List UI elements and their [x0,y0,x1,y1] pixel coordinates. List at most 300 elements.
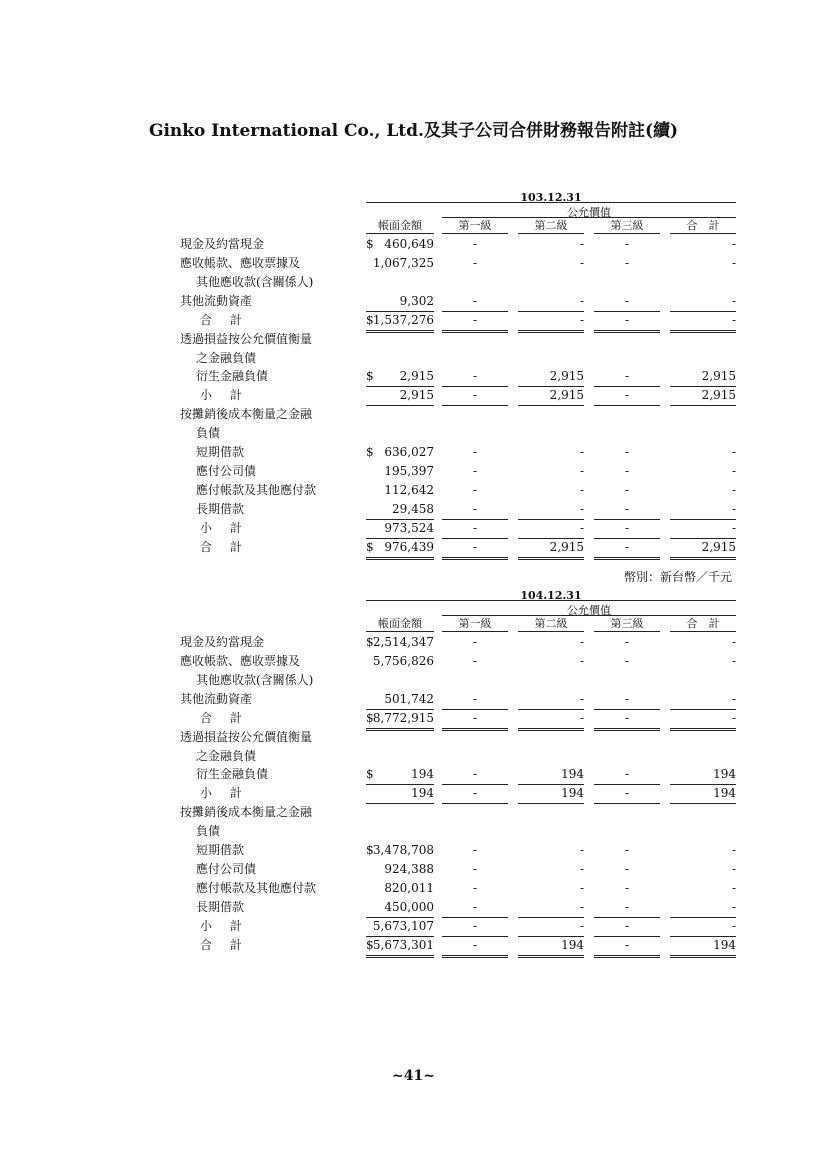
row-label: 之金融負債 [196,351,257,365]
level1-value: - [472,237,478,251]
level3-cell [594,860,660,879]
carrying-amount-value: 194 [411,767,434,781]
level2-cell [518,860,584,879]
fair-value-label: 公允價值 [567,604,611,617]
total-value: 194 [713,938,736,952]
total-cell [670,917,736,937]
level2-cell [518,519,584,539]
table-date-header [180,188,740,203]
table-row [180,690,740,709]
level1-cell [442,841,508,860]
total-cell [670,254,736,273]
carrying-amount-cell [366,765,434,785]
row-label: 應收帳款、應收票據及 [180,256,301,270]
level3-cell [594,367,660,387]
carrying-amount-cell [366,898,434,918]
level2-cell [518,386,584,406]
table-row [180,728,740,747]
total-value: - [731,483,736,497]
row-label: 衍生金融負債 [196,767,269,781]
row-label: 應付公司債 [196,862,257,876]
fair-value-label: 公允價值 [567,206,611,219]
level2-value: 2,915 [549,540,584,554]
row-label: 應付帳款及其他應付款 [196,483,317,497]
table-row [180,803,740,822]
dollar-sign: $ [366,540,374,554]
level3-value: - [624,635,630,649]
row-label: 應收帳款、應收票據及 [180,654,301,668]
level1-cell [442,784,508,804]
level3-cell [594,481,660,500]
carrying-amount-value: 3,478,708 [372,843,434,857]
level3-value: - [624,483,630,497]
total-value: - [731,711,736,725]
row-label: 合計 [200,938,261,952]
level1-cell [442,462,508,481]
page-title: Ginko International Co., Ltd.及其子公司合併財務報告附註(續) [148,121,679,141]
table-date-header [180,586,740,601]
row-label: 合計 [200,313,261,327]
row-label: 其他應收款(含關係人) [196,673,314,687]
carrying-amount-cell [366,936,434,958]
level3-cell [594,292,660,312]
level1-cell [442,860,508,879]
row-label: 小計 [200,388,261,402]
row-label: 長期借款 [196,502,245,516]
total-value: - [731,256,736,270]
carrying-amount-value: 29,458 [392,502,434,516]
level3-cell [594,765,660,785]
total-cell [670,860,736,879]
row-label: 透過損益按公允價值衡量 [180,332,313,346]
level1-cell [442,879,508,898]
level3-value: - [624,654,630,668]
col-level1-header: 第一級 [442,219,508,234]
level3-value: - [624,464,630,478]
level2-value: - [579,881,584,895]
level3-cell [594,898,660,918]
total-value: - [731,881,736,895]
level2-value: 194 [561,767,584,781]
table-row [180,841,740,860]
level2-cell [518,784,584,804]
table-row [180,405,740,424]
total-cell [670,538,736,560]
dollar-sign: $ [366,313,374,327]
level1-cell [442,519,508,539]
total-value: - [731,692,736,706]
total-value: 2,915 [701,369,736,383]
level1-cell [442,936,508,958]
level2-cell [518,633,584,652]
level1-value: - [472,881,478,895]
level1-value: - [472,919,478,933]
total-cell [670,633,736,652]
level2-value: - [579,843,584,857]
total-cell [670,443,736,462]
level2-cell [518,235,584,254]
table-row [180,917,740,936]
col-level2-header: 第二級 [518,617,584,632]
carrying-amount-value: 973,524 [384,521,434,535]
total-cell [670,519,736,539]
total-cell [670,936,736,958]
table-row [180,443,740,462]
level1-value: - [472,900,478,914]
table-row [180,784,740,803]
total-cell [670,841,736,860]
level1-cell [442,235,508,254]
carrying-amount-value: 2,915 [399,388,434,402]
total-cell [670,235,736,254]
level1-value: - [472,692,478,706]
level3-value: - [624,369,630,383]
carrying-amount-cell [366,443,434,462]
level1-value: - [472,464,478,478]
col-total-header: 合 計 [670,617,736,632]
level1-value: - [472,388,478,402]
carrying-amount-value: 5,756,826 [372,654,434,668]
level2-cell [518,936,584,958]
table-row [180,519,740,538]
row-label: 透過損益按公允價值衡量 [180,730,313,744]
table-row [180,481,740,500]
level3-cell [594,841,660,860]
level3-value: - [624,388,630,402]
total-value: - [731,654,736,668]
level3-value: - [624,900,630,914]
level3-cell [594,443,660,462]
level2-cell [518,481,584,500]
total-value: 194 [713,786,736,800]
level1-value: - [472,938,478,952]
table-row [180,500,740,519]
level1-value: - [472,711,478,725]
carrying-amount-cell [366,367,434,387]
table-row [180,367,740,386]
currency-unit-note: 幣別：新台幣／千元 [623,570,732,584]
level1-cell [442,652,508,671]
level2-cell [518,500,584,520]
level2-cell [518,917,584,937]
total-value: 194 [713,767,736,781]
col-carrying-amount-header: 帳面金額 [366,219,434,234]
dollar-sign: $ [366,369,374,383]
level3-cell [594,690,660,710]
carrying-amount-cell [366,500,434,520]
level2-value: 194 [561,786,584,800]
row-label: 短期借款 [196,843,245,857]
level2-cell [518,652,584,671]
level1-value: - [472,767,478,781]
level3-value: - [624,692,630,706]
level3-cell [594,235,660,254]
carrying-amount-value: 2,514,347 [372,635,434,649]
level3-value: - [624,862,630,876]
table-row [180,860,740,879]
level2-value: - [579,635,584,649]
total-cell [670,898,736,918]
level3-cell [594,879,660,898]
level2-value: - [579,237,584,251]
table-row [180,462,740,481]
total-cell [670,462,736,481]
table-row [180,349,740,367]
level1-value: - [472,445,478,459]
row-label: 短期借款 [196,445,245,459]
total-value: - [731,919,736,933]
table-row [180,235,740,254]
row-label: 小計 [200,786,261,800]
level3-cell [594,652,660,671]
level1-value: - [472,843,478,857]
total-value: - [731,464,736,478]
row-label: 現金及約當現金 [180,635,265,649]
row-label: 其他流動資產 [180,294,253,308]
carrying-amount-value: 5,673,107 [372,919,434,933]
level2-cell [518,765,584,785]
fair-value-header [180,601,740,616]
carrying-amount-cell [366,784,434,804]
total-value: - [731,502,736,516]
level2-cell [518,879,584,898]
level1-value: - [472,654,478,668]
carrying-amount-value: 460,649 [384,237,434,251]
col-level3-header: 第三級 [594,219,660,234]
carrying-amount-value: 450,000 [384,900,434,914]
carrying-amount-cell [366,235,434,254]
fair-value-table-104 [180,586,740,955]
table-row [180,898,740,917]
carrying-amount-cell [366,841,434,860]
row-label: 負債 [196,824,221,838]
level2-value: - [579,294,584,308]
carrying-amount-cell [366,254,434,273]
carrying-amount-value: 2,915 [399,369,434,383]
level1-value: - [472,294,478,308]
dollar-sign: $ [366,938,374,952]
level2-value: - [579,654,584,668]
row-label: 按攤銷後成本衡量之金融 [180,407,313,421]
level1-cell [442,292,508,312]
level2-cell [518,367,584,387]
level3-value: - [624,711,630,725]
level2-value: - [579,313,584,327]
total-value: - [731,294,736,308]
level3-cell [594,936,660,958]
level2-value: - [579,445,584,459]
table-row [180,747,740,765]
carrying-amount-cell [366,690,434,710]
level1-cell [442,500,508,520]
table-row [180,936,740,955]
level3-value: - [624,938,630,952]
level3-cell [594,462,660,481]
carrying-amount-cell [366,538,434,560]
row-label: 應付公司債 [196,464,257,478]
total-cell [670,879,736,898]
level2-value: - [579,900,584,914]
row-label: 其他應收款(含關係人) [196,275,314,289]
row-label: 其他流動資產 [180,692,253,706]
level3-cell [594,519,660,539]
total-cell [670,367,736,387]
carrying-amount-cell [366,462,434,481]
level3-value: - [624,256,630,270]
table-date: 103.12.31 [520,191,582,204]
total-value: - [731,635,736,649]
level1-value: - [472,483,478,497]
col-level3-header: 第三級 [594,617,660,632]
column-headers [180,616,740,633]
level2-cell [518,292,584,312]
carrying-amount-value: 820,011 [384,881,434,895]
level3-cell [594,538,660,560]
level1-value: - [472,256,478,270]
table-date: 104.12.31 [520,589,582,602]
level3-cell [594,633,660,652]
level1-value: - [472,502,478,516]
level1-value: - [472,540,478,554]
row-label: 合計 [200,540,261,554]
table-row [180,273,740,292]
col-level1-header: 第一級 [442,617,508,632]
table-row [180,330,740,349]
level3-value: - [624,786,630,800]
total-value: - [731,313,736,327]
row-label: 小計 [200,521,261,535]
dollar-sign: $ [366,237,374,251]
level2-cell [518,254,584,273]
carrying-amount-cell [366,860,434,879]
level3-value: - [624,881,630,895]
dollar-sign: $ [366,843,374,857]
level2-cell [518,898,584,918]
level3-cell [594,386,660,406]
carrying-amount-cell [366,879,434,898]
level1-cell [442,690,508,710]
carrying-amount-cell [366,519,434,539]
level2-value: 2,915 [549,369,584,383]
total-value: - [731,445,736,459]
dollar-sign: $ [366,767,374,781]
level2-value: - [579,483,584,497]
total-value: - [731,843,736,857]
level1-value: - [472,786,478,800]
carrying-amount-cell [366,633,434,652]
level3-value: - [624,294,630,308]
level2-cell [518,690,584,710]
total-value: 2,915 [701,388,736,402]
total-cell [670,784,736,804]
level2-value: 194 [561,938,584,952]
level2-value: - [579,919,584,933]
level3-cell [594,500,660,520]
level1-cell [442,765,508,785]
level1-value: - [472,521,478,535]
row-label: 長期借款 [196,900,245,914]
total-value: - [731,521,736,535]
total-cell [670,292,736,312]
level2-value: 2,915 [549,388,584,402]
level1-cell [442,386,508,406]
fair-value-header [180,203,740,218]
level3-value: - [624,843,630,857]
total-cell [670,765,736,785]
level1-cell [442,538,508,560]
level3-value: - [624,502,630,516]
level3-value: - [624,540,630,554]
carrying-amount-cell [366,481,434,500]
carrying-amount-value: 194 [411,786,434,800]
level3-value: - [624,313,630,327]
level1-cell [442,443,508,462]
level2-value: - [579,862,584,876]
level2-value: - [579,521,584,535]
table-row [180,652,740,671]
column-headers [180,218,740,235]
level1-value: - [472,313,478,327]
carrying-amount-value: 5,673,301 [372,938,434,952]
level1-cell [442,917,508,937]
carrying-amount-value: 195,397 [384,464,434,478]
level1-cell [442,633,508,652]
level2-cell [518,443,584,462]
carrying-amount-cell [366,386,434,406]
level1-cell [442,898,508,918]
table-row [180,292,740,311]
level3-value: - [624,237,630,251]
level1-value: - [472,635,478,649]
level2-value: - [579,711,584,725]
level2-cell [518,841,584,860]
carrying-amount-cell [366,917,434,937]
level1-cell [442,367,508,387]
total-value: - [731,862,736,876]
row-label: 負債 [196,426,221,440]
level1-cell [442,481,508,500]
level2-value: - [579,256,584,270]
carrying-amount-value: 112,642 [384,483,434,497]
level3-value: - [624,919,630,933]
table-row [180,538,740,557]
row-label: 衍生金融負債 [196,369,269,383]
table-row [180,765,740,784]
row-label: 合計 [200,711,261,725]
total-cell [670,500,736,520]
level3-value: - [624,767,630,781]
row-label: 應付帳款及其他應付款 [196,881,317,895]
level3-cell [594,917,660,937]
total-cell [670,481,736,500]
carrying-amount-value: 924,388 [384,862,434,876]
carrying-amount-value: 1,067,325 [372,256,434,270]
fair-value-table-103 [180,188,740,557]
level3-cell [594,254,660,273]
total-cell [670,690,736,710]
level2-value: - [579,692,584,706]
total-value: 2,915 [701,540,736,554]
row-label: 按攤銷後成本衡量之金融 [180,805,313,819]
level3-value: - [624,445,630,459]
carrying-amount-value: 9,302 [399,294,434,308]
row-label: 小計 [200,919,261,933]
carrying-amount-value: 636,027 [384,445,434,459]
table-row [180,254,740,273]
carrying-amount-value: 1,537,276 [372,313,434,327]
level2-value: - [579,502,584,516]
dollar-sign: $ [366,711,374,725]
